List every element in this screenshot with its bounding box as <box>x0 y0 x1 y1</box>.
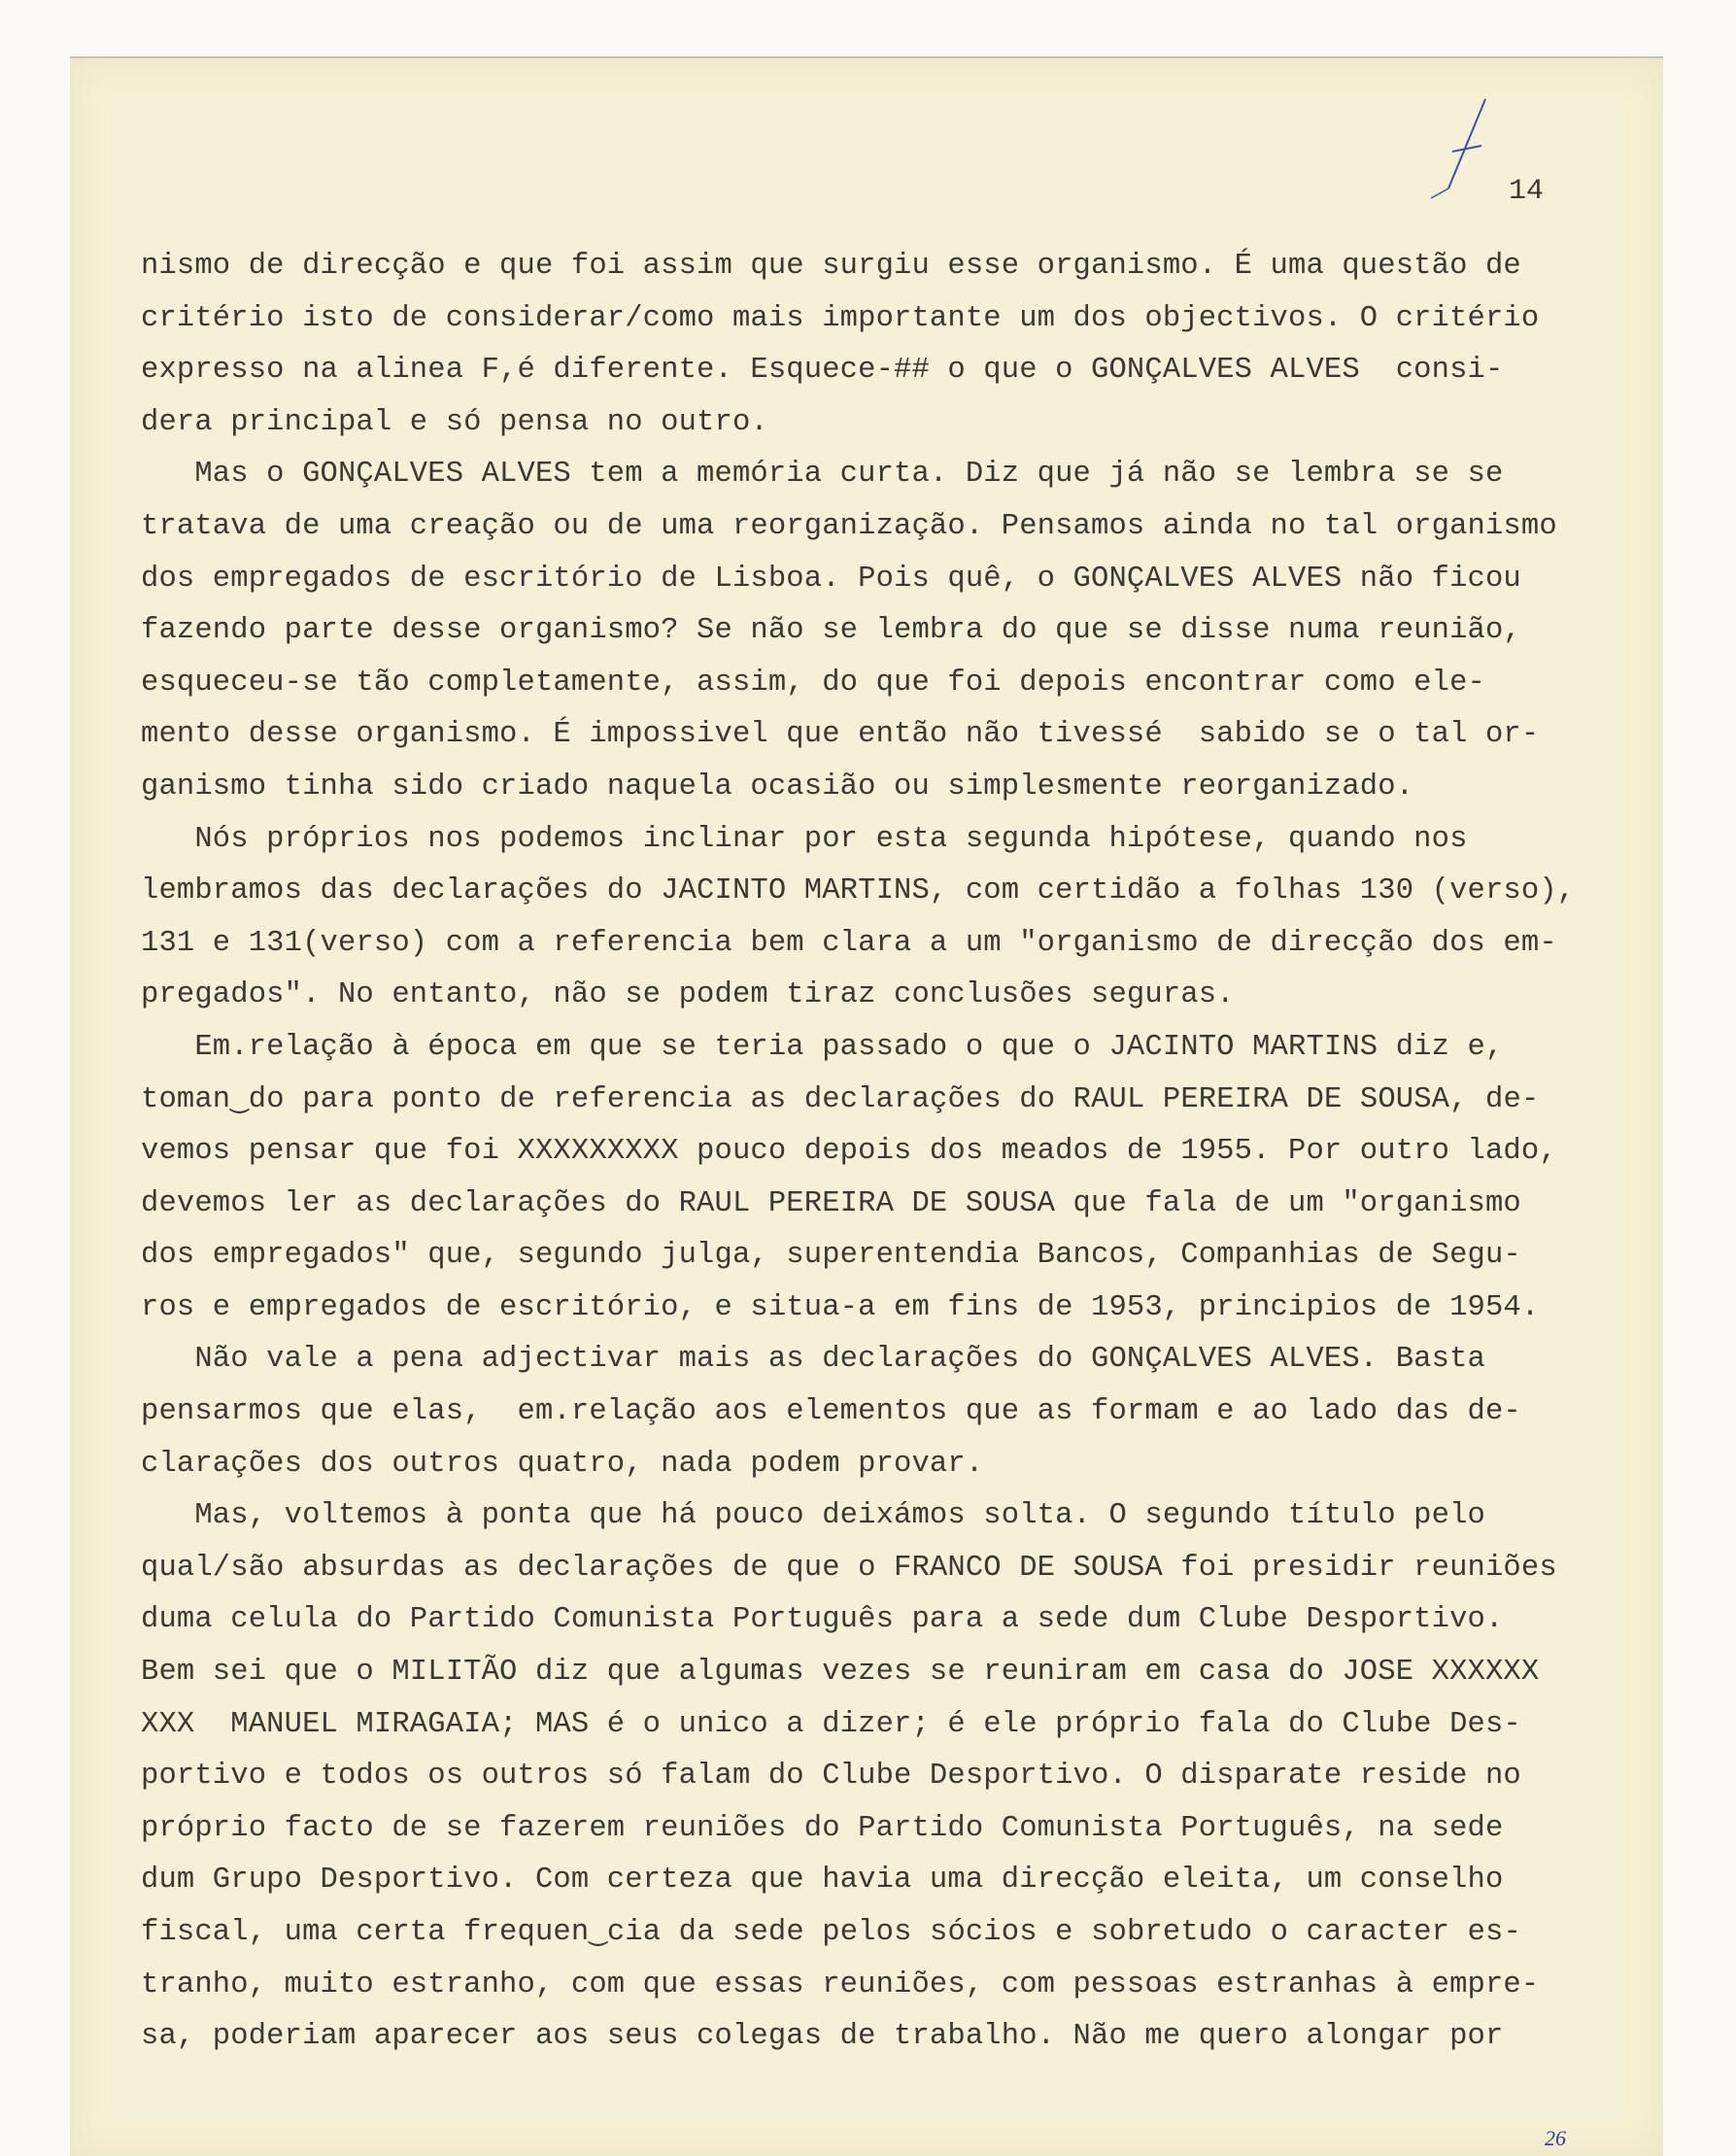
text-line: pregados". No entanto, não se podem tiraz conclusões seguras. <box>141 978 1235 1012</box>
text-line: pensarmos que elas, em.relação aos elementos que as formam e ao lado das de- <box>141 1395 1521 1429</box>
text-line: tratava de uma creação ou de uma reorganização. Pensamos ainda no tal organismo <box>141 509 1557 543</box>
text-line: lembramos das declarações do JACINTO MARTINS, com certidão a folhas 130 (verso), <box>141 874 1576 908</box>
text-line: ros e empregados de escritório, e situa-a em fins de 1953, principios de 1954. <box>141 1290 1540 1324</box>
text-line: Mas o GONÇALVES ALVES tem a memória curta. Diz que já não se lembra se se <box>141 458 1504 492</box>
text-line: Mas, voltemos à ponta que há pouco deixámos solta. O segundo título pelo <box>141 1499 1485 1533</box>
page-number: 14 <box>1509 175 1545 208</box>
text-line: dos empregados" que, segundo julga, superentendia Bancos, Companhias de Segu- <box>141 1239 1521 1273</box>
text-line: qual/são absurdas as declarações de que o FRANCO DE SOUSA foi presidir reuniões <box>141 1551 1557 1585</box>
pencil-check-mark <box>1413 95 1501 202</box>
text-line: clarações dos outros quatro, nada podem provar. <box>141 1447 984 1481</box>
text-line: portivo e todos os outros só falam do Clube Desportivo. O disparate reside no <box>141 1760 1521 1794</box>
text-line: próprio facto de se fazerem reuniões do Partido Comunista Português, na sede <box>141 1811 1504 1845</box>
text-line: dera principal e só pensa no outro. <box>141 405 768 439</box>
text-line: vemos pensar que foi XXXXXXXXX pouco depois dos meados de 1955. Por outro lado, <box>141 1135 1557 1169</box>
text-line: 131 e 131(verso) com a referencia bem clara a um "organismo de direcção dos em- <box>141 926 1557 960</box>
text-line: sa, poderiam aparecer aos seus colegas de trabalho. Não me quero alongar por <box>141 2020 1504 2054</box>
text-line: expresso na alinea F,é diferente. Esquece-## o que o GONÇALVES ALVES consi- <box>141 354 1504 388</box>
text-line: fazendo parte desse organismo? Se não se lembra do que se disse numa reunião, <box>141 614 1521 648</box>
text-line: esqueceu-se tão completamente, assim, do que foi depois encontrar como ele- <box>141 666 1485 700</box>
archive-folio-number: 26 <box>1545 2126 1566 2150</box>
text-line: fiscal, uma certa frequen‿cia da sede pelos sócios e sobretudo o caracter es- <box>141 1916 1521 1949</box>
text-line: ganismo tinha sido criado naquela ocasião ou simplesmente reorganizado. <box>141 770 1414 804</box>
body-text <box>141 241 1656 2064</box>
text-line: nismo de direcção e que foi assim que surgiu esse organismo. É uma questão de <box>141 250 1521 283</box>
text-line: Nós próprios nos podemos inclinar por esta segunda hipótese, quando nos <box>141 822 1468 856</box>
text-line: toman‿do para ponto de referencia as declarações do RAUL PEREIRA DE SOUSA, de- <box>141 1082 1540 1116</box>
text-line: duma celula do Partido Comunista Português para a sede dum Clube Desportivo. <box>141 1603 1504 1637</box>
text-line: dum Grupo Desportivo. Com certeza que havia uma direcção eleita, um conselho <box>141 1864 1504 1898</box>
text-line: Em.relação à época em que se teria passado o que o JACINTO MARTINS diz e, <box>141 1030 1504 1064</box>
text-line: mento desse organismo. É impossivel que então não tivessé sabido se o tal or- <box>141 718 1540 752</box>
text-line: Não vale a pena adjectivar mais as declarações do GONÇALVES ALVES. Basta <box>141 1343 1485 1377</box>
text-line: Bem sei que o MILITÃO diz que algumas vezes se reuniram em casa do JOSE XXXXXX <box>141 1656 1540 1690</box>
text-line: XXX MANUEL MIRAGAIA; MAS é o unico a dizer; é ele próprio fala do Clube Des- <box>141 1707 1521 1741</box>
text-line: tranho, muito estranho, com que essas reuniões, com pessoas estranhas à empre- <box>141 1968 1540 2002</box>
text-line: dos empregados de escritório de Lisboa. Pois quê, o GONÇALVES ALVES não ficou <box>141 562 1521 596</box>
text-line: critério isto de considerar/como mais importante um dos objectivos. O critério <box>141 301 1540 335</box>
text-line: devemos ler as declarações do RAUL PEREIRA DE SOUSA que fala de um "organismo <box>141 1186 1521 1220</box>
